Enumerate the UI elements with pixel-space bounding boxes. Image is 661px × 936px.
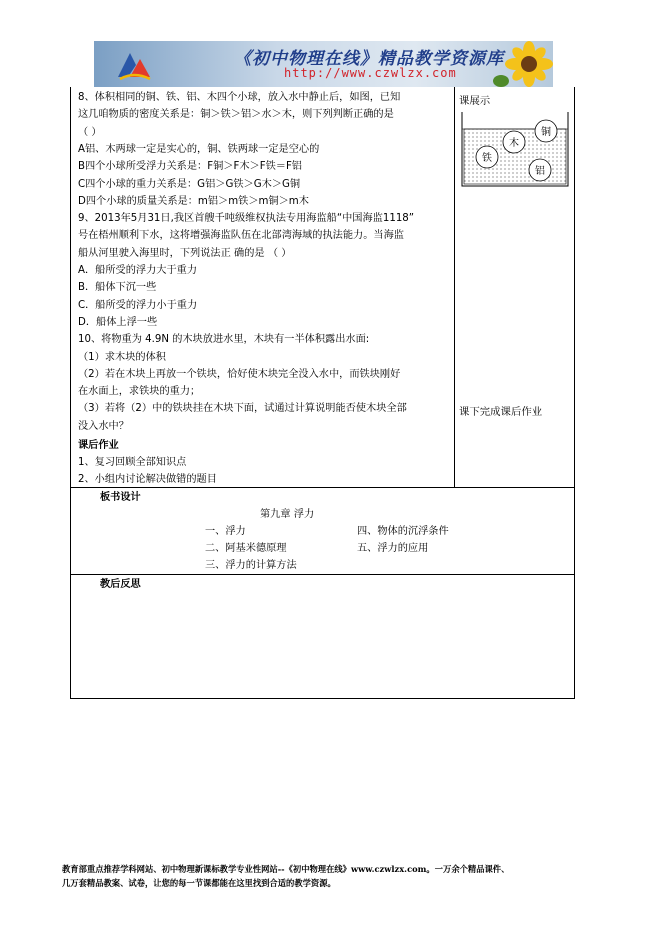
homework-item: 1、复习回顾全部知识点 [78,457,187,468]
footer-line: 教育部重点推荐学科网站、初中物理新课标教学专业性网站--《初中物理在线》www.czwlzx.com。一万余个精品课件、 [62,864,510,874]
question-line: A．船所受的浮力大于重力 [78,265,198,276]
footer-line: 几万套精品教案、试卷，让您的每一节课都能在这里找到合适的教学资源。 [62,878,336,888]
sunflower-icon [493,41,553,87]
ball-label: 铁 [482,153,492,164]
ball-label: 木 [509,138,519,149]
board-item: 四、物体的沉浮条件 [357,526,449,537]
question-line: 10、将物重为 4.9N 的木块放进水里，木块有一半体积露出水面: [78,334,370,346]
board-item: 二、阿基米德原理 [205,543,287,554]
question-line: B四个小球所受浮力关系是：F铜＞F木＞F铁＝F铝 [78,161,302,173]
ball-label: 铜 [541,127,551,138]
table-border-right [574,87,575,699]
side-label-homework: 课下完成课后作业 [459,406,543,418]
board-item: 五、浮力的应用 [357,543,429,554]
question-line: （ ） [78,126,102,138]
side-label-display: 课展示 [459,95,491,107]
logo-icon [116,49,152,81]
float-diagram [460,112,572,188]
question-line: 9、2013年5月31日,我区首艘千吨级维权执法专用海监船“中国海监1118” [78,213,415,225]
question-line: C四个小球的重力关系是：G铝＞G铁＞G木＞G铜 [78,178,301,190]
question-line: （3）若将（2）中的铁块挂在木块下面，试通过计算说明能否使木块全部 [78,403,407,415]
question-line: D．船体上浮一些 [78,316,158,328]
ball-label: 铝 [535,166,545,177]
question-line: 8、体积相同的铜、铁、铝、木四个小球，放入水中静止后，如图，已知 [78,92,401,103]
board-item: 一、浮力 [205,526,246,537]
question-line: 号在梧州顺利下水，这将增强海监队伍在北部湾海域的执法能力。当海监 [78,230,404,242]
header-banner [94,41,553,87]
question-line: 没入水中？ [78,420,129,432]
homework-item: 2、小组内讨论解决做错的题目 [78,474,217,485]
homework-heading: 课后作业 [78,440,119,451]
row-divider-2 [70,574,575,575]
question-line: （2）若在木块上再放一个铁块，恰好使木块完全没入水中，而铁块刚好 [78,368,401,380]
board-chapter: 第九章 浮力 [260,509,315,520]
page-footer [62,862,602,890]
banner-title: 《初中物理在线》精品教学资源库 [234,49,504,69]
table-border-left [70,87,71,699]
question-line: 这几咱物质的密度关系是：铜＞铁＞铝＞水＞木，则下列判断正确的是 [78,109,394,121]
question-line: B．船体下沉一些 [78,282,157,294]
question-line: （1）求木块的体积 [78,351,166,363]
table-border-bottom [70,698,575,699]
banner-url: http://www.czwlzx.com [284,66,457,80]
reflection-heading: 教后反思 [100,579,141,590]
board-item: 三、浮力的计算方法 [205,560,297,571]
question-line: A铝、木两球一定是实心的，铜、铁两球一定是空心的 [78,143,320,155]
question-line: 船从河里驶入海里时，下列说法正 确的是 （ ） [78,247,292,259]
question-line: 在水面上，求铁块的重力； [78,386,201,398]
question-line: C．船所受的浮力小于重力 [78,299,198,311]
question-line: D四个小球的质量关系是：m铝＞m铁＞m铜＞m木 [78,195,309,207]
column-divider [454,87,455,487]
board-heading: 板书设计 [100,492,141,503]
